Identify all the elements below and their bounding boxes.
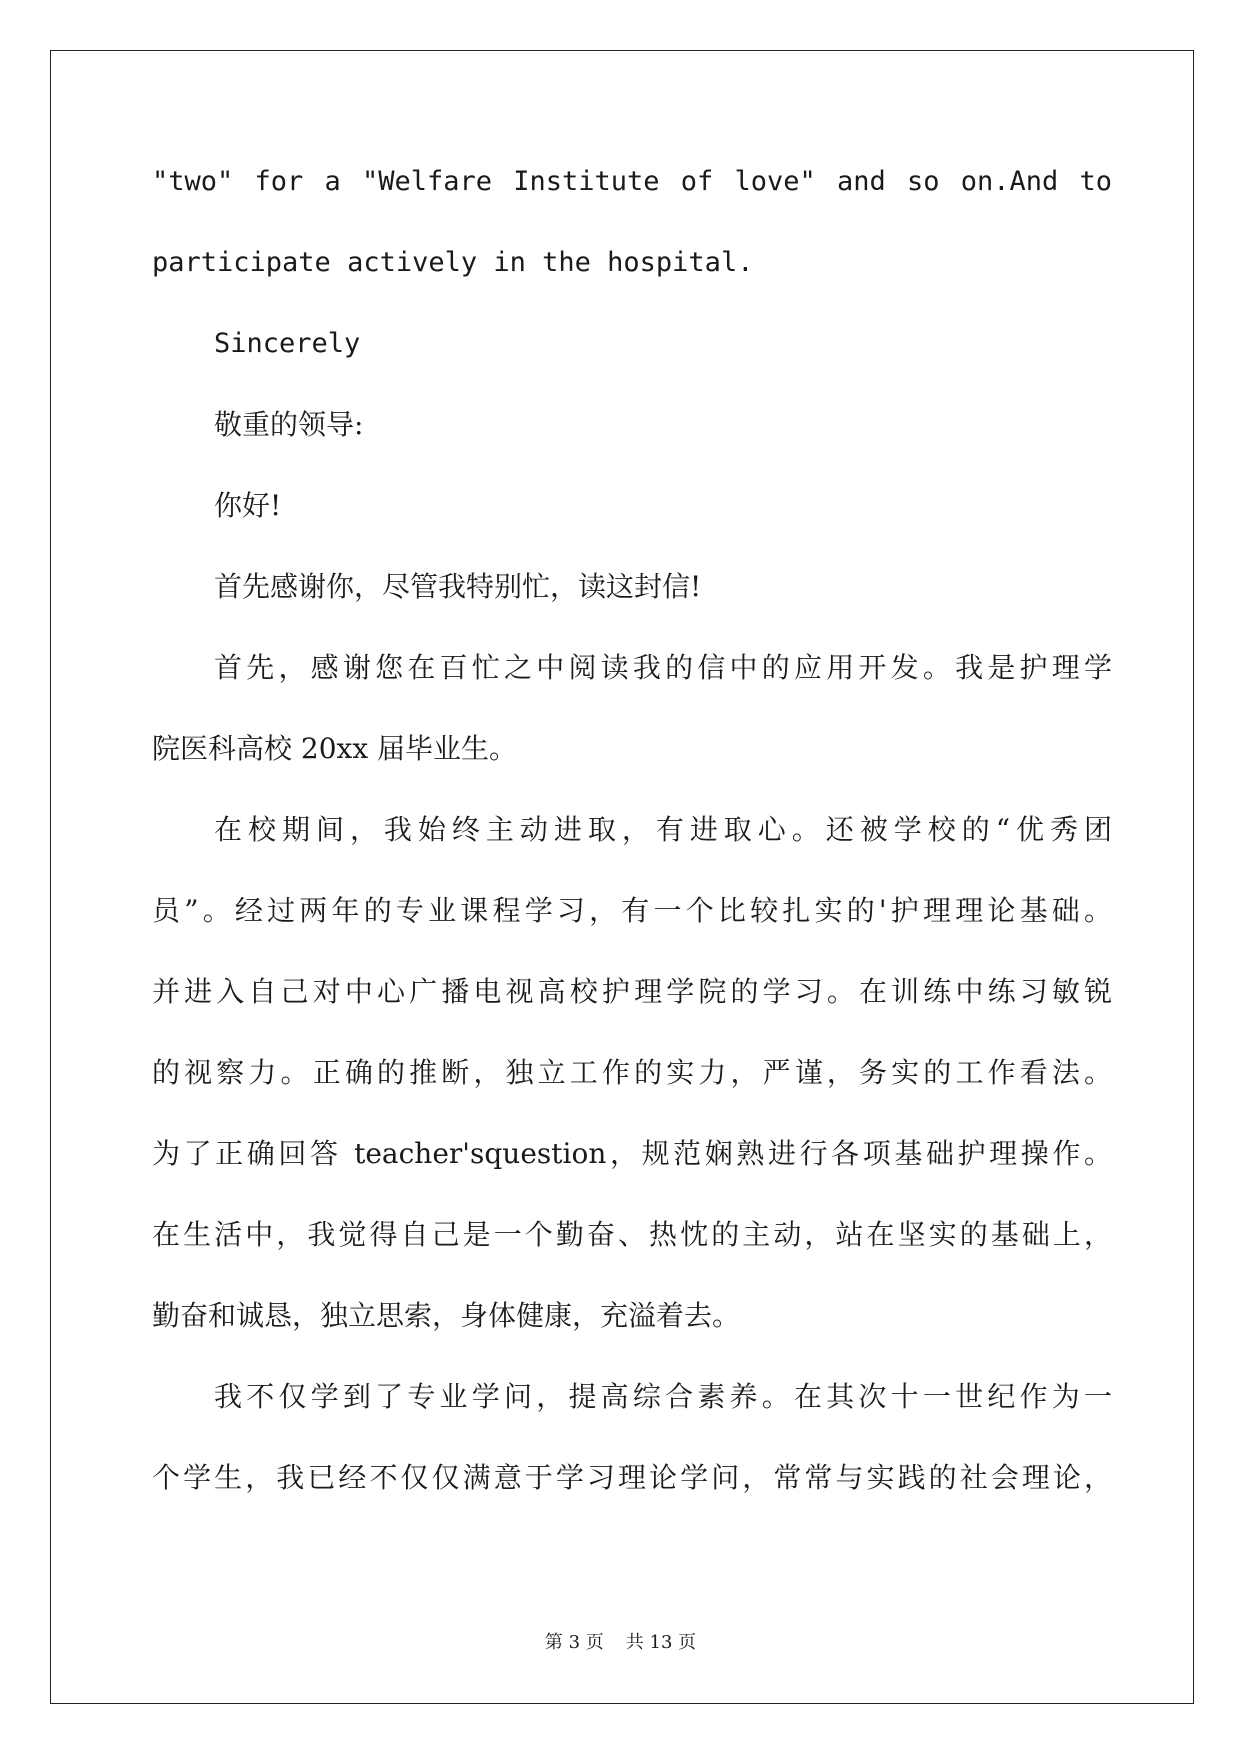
text-line-17: 个学生，我已经不仅仅满意于学习理论学问，常常与实践的社会理论， xyxy=(152,1461,1112,1494)
text-line-9: 在校期间，我始终主动进取，有进取心。还被学校的“优秀团 xyxy=(214,813,1112,846)
page-footer xyxy=(0,1628,1241,1654)
text-line-13: 为了正确回答 teacher'squestion，规范娴熟进行各项基础护理操作。 xyxy=(152,1137,1112,1170)
text-line-16: 我不仅学到了专业学问，提高综合素养。在其次十一世纪作为一 xyxy=(214,1380,1112,1413)
text-line-10: 员”。经过两年的专业课程学习，有一个比较扎实的'护理理论基础。 xyxy=(152,894,1112,927)
text-line-11: 并进入自己对中心广播电视高校护理学院的学习。在训练中练习敏锐 xyxy=(152,975,1112,1008)
text-line-3: Sincerely xyxy=(214,328,361,359)
page-frame xyxy=(50,50,1194,1704)
page-number: 第 3 页 xyxy=(544,1632,604,1653)
text-line-8: 院医科高校 20xx 届毕业生。 xyxy=(152,732,518,765)
greeting-line: 你好! xyxy=(214,489,282,522)
text-line-7: 首先，感谢您在百忙之中阅读我的信中的应用开发。我是护理学 xyxy=(214,651,1112,684)
text-line-1: "two" for a "Welfare Institute of love" and so on.And to xyxy=(152,166,1112,197)
text-line-6: 首先感谢你，尽管我特别忙，读这封信! xyxy=(214,570,702,603)
salutation-line: 敬重的领导: xyxy=(214,408,364,441)
text-line-15: 勤奋和诚恳，独立思索，身体健康，充溢着去。 xyxy=(152,1299,741,1332)
page-total: 共 13 页 xyxy=(625,1632,697,1653)
text-line-2: participate actively in the hospital. xyxy=(152,247,754,278)
text-line-14: 在生活中，我觉得自己是一个勤奋、热忱的主动，站在坚实的基础上， xyxy=(152,1218,1112,1251)
text-line-12: 的视察力。正确的推断，独立工作的实力，严谨，务实的工作看法。 xyxy=(152,1056,1112,1089)
